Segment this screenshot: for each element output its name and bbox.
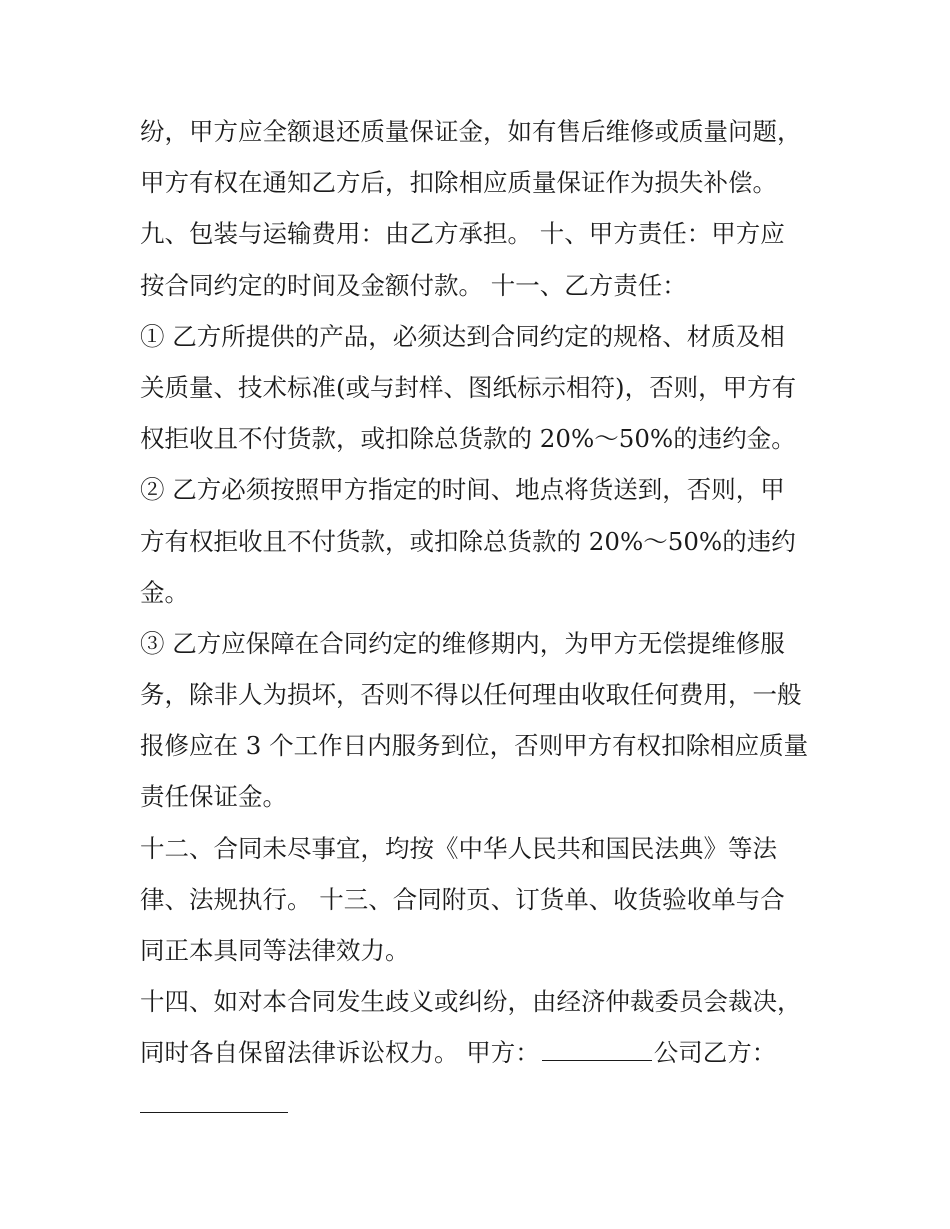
text-line: ③ 乙方应保障在合同约定的维修期内，为甲方无偿提维修服 [140, 628, 785, 658]
party-b-blank [140, 1082, 288, 1113]
text-line: 纷，甲方应全额退还质量保证金，如有售后维修或质量问题， [140, 117, 802, 146]
signature-prefix: 同时各自保留法律诉讼权力。 甲方： [140, 1038, 540, 1068]
contract-text [140, 106, 820, 1130]
text-line: 报修应在 3 个工作日内服务到位，否则甲方有权扣除相应质量 [140, 731, 809, 761]
party-a-blank [542, 1030, 652, 1061]
text-line: 责任保证金。 [140, 782, 287, 812]
text-line: 权拒收且不付货款，或扣除总货款的 20%～50%的违约金。 [140, 424, 796, 454]
signature-middle: 公司乙方： [653, 1038, 777, 1068]
text-line: 务，除非人为损坏，否则不得以任何理由收取任何费用，一般 [140, 680, 802, 710]
text-line: ① 乙方所提供的产品，必须达到合同约定的规格、材质及相 [140, 321, 785, 351]
text-line: 甲方有权在通知乙方后，扣除相应质量保证作为损失补偿。 [140, 168, 777, 198]
signature-line [140, 1027, 820, 1078]
text-line: 律、法规执行。 十三、合同附页、订货单、收货验收单与合 [140, 884, 785, 914]
text-line: ② 乙方必须按照甲方指定的时间、地点将货送到，否则，甲 [140, 475, 785, 505]
text-line: 十二、合同未尽事宜，均按《中华人民共和国民法典》等法 [140, 833, 777, 863]
signature-blank-line [140, 1079, 820, 1130]
text-line: 十四、如对本合同发生歧义或纠纷，由经济仲裁委员会裁决， [140, 987, 802, 1017]
text-line: 九、包装与运输费用：由乙方承担。 十、甲方责任：甲方应 [140, 219, 785, 249]
text-line: 金。 [140, 577, 189, 607]
text-line: 方有权拒收且不付货款，或扣除总货款的 20%～50%的违约 [140, 526, 796, 556]
text-line: 关质量、技术标准(或与封样、图纸标示相符)，否则，甲方有 [140, 372, 797, 402]
text-line: 同正本具同等法律效力。 [140, 936, 410, 965]
text-line: 按合同约定的时间及金额付款。 十一、乙方责任： [140, 270, 687, 300]
